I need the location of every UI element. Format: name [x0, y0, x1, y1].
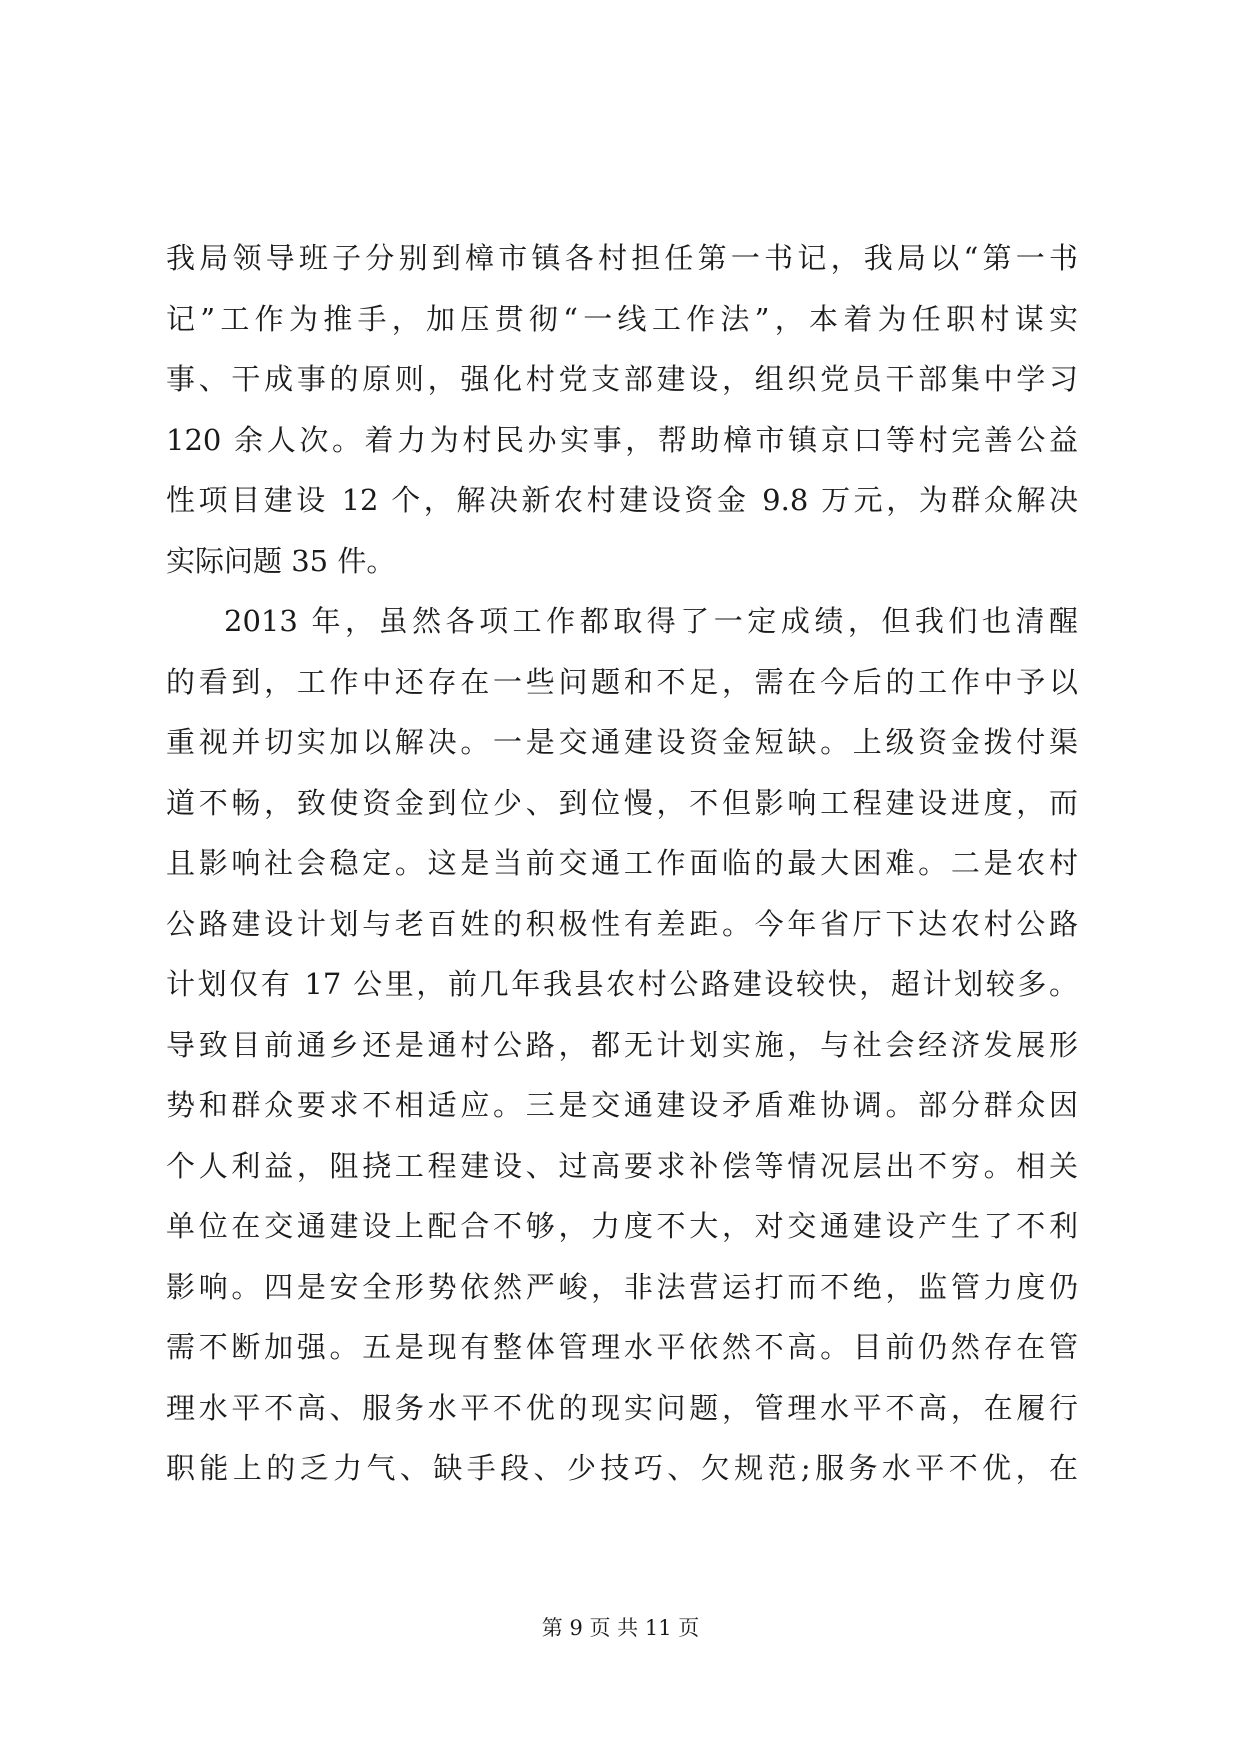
- text-line: 单位在交通建设上配合不够，力度不大，对交通建设产生了不利: [166, 1209, 1078, 1243]
- document-body: [166, 228, 1078, 1499]
- text-line: 2013 年，虽然各项工作都取得了一定成绩，但我们也清醒: [224, 604, 1078, 638]
- text-line: 事、干成事的原则，强化村党支部建设，组织党员干部集中学习: [166, 362, 1078, 396]
- text-line: 的看到，工作中还存在一些问题和不足，需在今后的工作中予以: [166, 664, 1078, 699]
- text-line: 个人利益，阻挠工程建设、过高要求补偿等情况层出不穷。相关: [166, 1148, 1078, 1183]
- text-line: 性项目建设 12 个，解决新农村建设资金 9.8 万元，为群众解决: [166, 483, 1078, 517]
- text-line: 理水平不高、服务水平不优的现实问题，管理水平不高，在履行: [166, 1390, 1078, 1425]
- text-line: 职能上的乏力气、缺手段、少技巧、欠规范;服务水平不优，在: [166, 1451, 1078, 1485]
- text-line: 影响。四是安全形势依然严峻，非法营运打而不绝，监管力度仍: [166, 1269, 1078, 1304]
- text-line: 计划仅有 17 公里，前几年我县农村公路建设较快，超计划较多。: [166, 967, 1078, 1001]
- text-line: 我局领导班子分别到樟市镇各村担任第一书记，我局以“第一书: [166, 241, 1078, 275]
- text-line: 重视并切实加以解决。一是交通建设资金短缺。上级资金拨付渠: [166, 725, 1078, 759]
- text-line: 实际问题 35 件。: [166, 543, 396, 578]
- text-line: 道不畅，致使资金到位少、到位慢，不但影响工程建设进度，而: [166, 785, 1078, 820]
- page-number-footer: 第 9 页 共 11 页: [541, 1616, 700, 1640]
- text-line: 势和群众要求不相适应。三是交通建设矛盾难协调。部分群众因: [166, 1088, 1078, 1122]
- text-line: 120 余人次。着力为村民办实事，帮助樟市镇京口等村完善公益: [166, 422, 1078, 457]
- paragraph-1: [166, 228, 1078, 591]
- text-line: 需不断加强。五是现有整体管理水平依然不高。目前仍然存在管: [166, 1330, 1078, 1364]
- paragraph-2: [166, 591, 1078, 1499]
- text-line: 且影响社会稳定。这是当前交通工作面临的最大困难。二是农村: [166, 846, 1078, 880]
- text-line: 记”工作为推手，加压贯彻“一线工作法”，本着为任职村谋实: [166, 301, 1078, 336]
- text-line: 公路建设计划与老百姓的积极性有差距。今年省厅下达农村公路: [166, 906, 1078, 941]
- text-line: 导致目前通乡还是通村公路，都无计划实施，与社会经济发展形: [166, 1027, 1078, 1062]
